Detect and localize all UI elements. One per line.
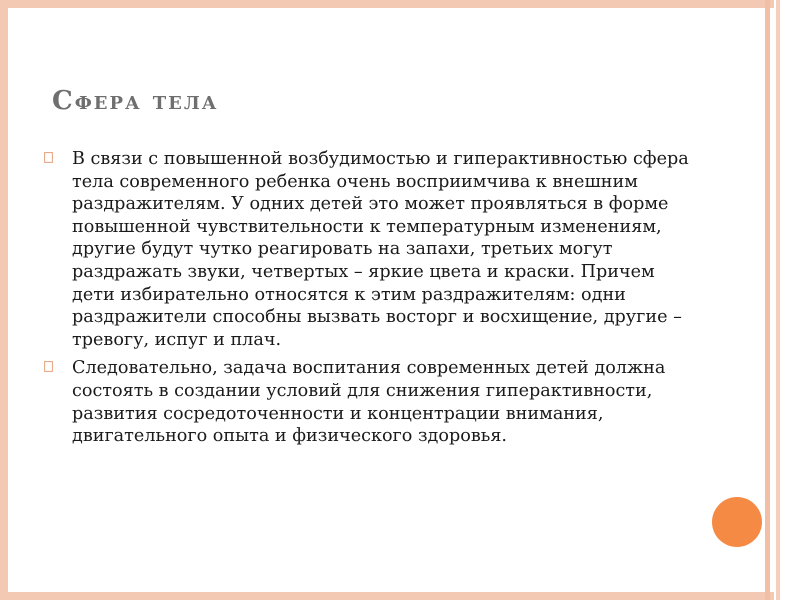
bullet-item [42,357,702,447]
open-square-bullet-icon [44,361,54,373]
right-border-stripe [765,0,770,600]
orange-circle-icon [712,497,762,547]
bullet-text: Следовательно, задача воспитания современных детей должна состоять в создании условий для снижения гиперактивности, развития сосредоточенности и концентрации внимания, двигательного опыта и физического здоровья. [72,358,666,447]
open-square-bullet-icon [44,152,54,164]
bullet-text: В связи с повышенной возбудимостью и гиперактивностью сфера тела современного ребенка очень восприимчива к внешним раздражителям. У одних детей это может проявляться в форме повышенной чувствительности к температурным изменениям, другие будут чутко реагировать на запахи, третьих могут раздражать звуки, четвертых – яркие цвета и краски. Причем дети избирательно относятся к этим раздражителям: одни раздражители способны вызвать восторг и восхищение, другие – тревогу, испуг и плач. [72,149,689,350]
bullet-item [42,148,702,351]
slide-title: Сфера тела [52,86,219,116]
slide-content [42,148,702,454]
right-border-stripe-secondary [776,0,780,600]
right-border-margin [786,0,800,600]
